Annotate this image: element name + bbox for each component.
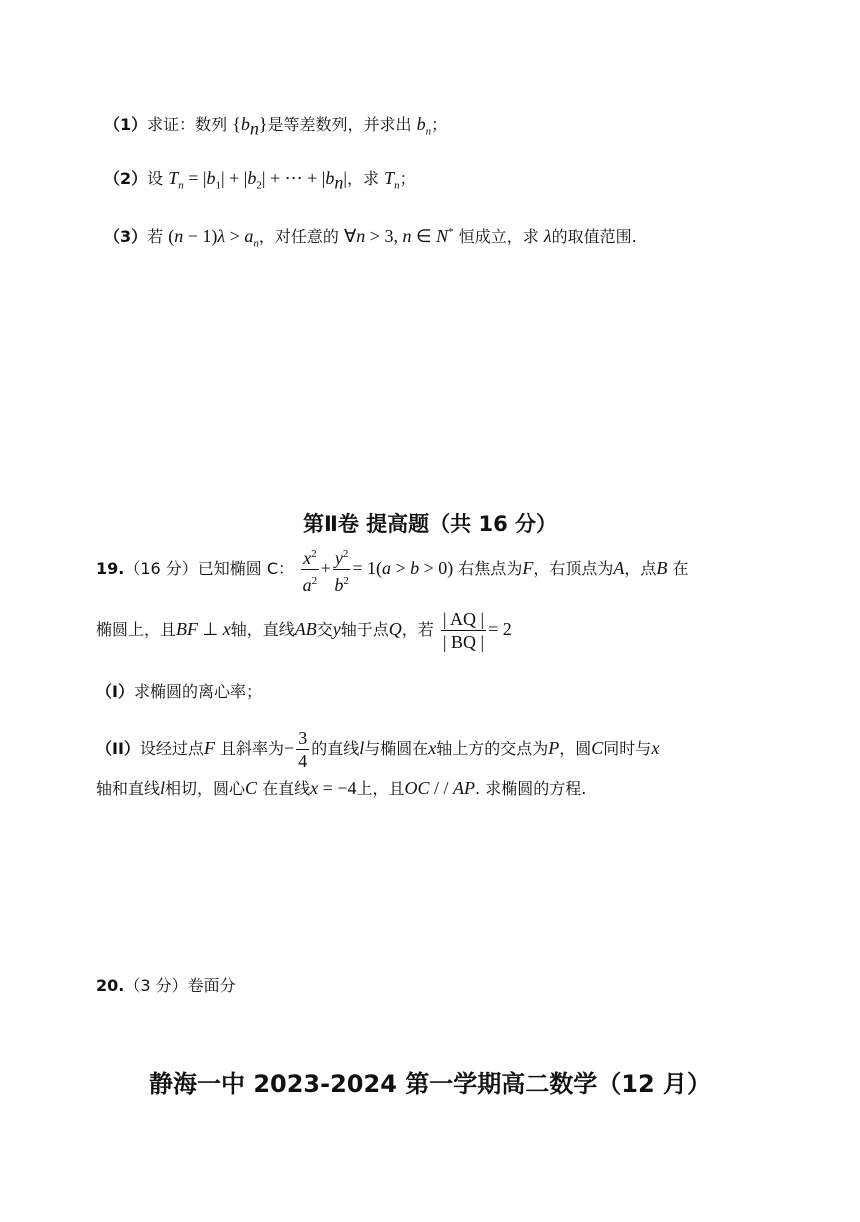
q18-part3-text3: 恒成立，求	[458, 227, 539, 246]
math-oc-ap: OC / / AP	[404, 778, 476, 798]
q19-line2: 椭圆上，且BF ⊥ x轴，直线AB交y轴于点Q，若 $\frac{| AQ |}{| BQ |}$ = 2	[96, 609, 512, 652]
q19-text-on: 在	[672, 559, 689, 578]
q18-part3-text1: 若	[147, 227, 164, 246]
footer-title: 静海一中 2023-2024 第一学期高二数学（12 月）	[148, 1070, 712, 1098]
q19-line5-text2: 相切，圆心	[165, 779, 246, 798]
q18-part3-text4: 的取值范围.	[551, 227, 637, 246]
q18-part1-label: （1）	[104, 115, 148, 134]
q18-part2-text2: ，求	[347, 169, 380, 188]
q19-partI-text: 求椭圆的离心率；	[133, 682, 262, 701]
math-lambda: λ	[543, 226, 552, 246]
q19-partI-label: （I）	[96, 682, 134, 701]
ratio-value: = 2	[488, 619, 512, 639]
section2-title: 第Ⅱ卷 提高题（共 16 分）	[303, 512, 557, 536]
q18-part3	[104, 220, 637, 256]
math-ellipse-cond: = 1(a > b > 0)	[352, 558, 454, 578]
q19-line5-text4: 上，且	[356, 779, 405, 798]
math-forall: ∀n > 3, n ∈ N*	[343, 226, 454, 246]
ratio-denominator: | BQ |	[442, 632, 485, 652]
q19-intro: 已知椭圆 C：	[197, 559, 295, 578]
math-set-bn: $\{b_n\}$	[232, 114, 268, 139]
q18-part2-text3: ；	[399, 169, 416, 188]
q19-partII-text3: 的直线	[311, 739, 360, 758]
q19-score: （16 分）	[124, 559, 198, 578]
q19-line5-text5: . 求椭圆的方程.	[475, 779, 587, 798]
q19-line2-text3: 交	[316, 620, 333, 639]
q18-part1	[104, 112, 447, 144]
slope-numerator: 3	[298, 728, 308, 748]
q18-part1-text2: 是等差数列，并求出	[267, 115, 412, 134]
frac-x2-a2: $\frac{x^2}{a^2}$	[301, 543, 319, 596]
q19-partII-text1: 设经过点	[139, 739, 204, 758]
q19-partII-text4: 与椭圆在	[364, 739, 429, 758]
q18-part2	[104, 166, 416, 198]
q18-part2-text1: 设	[147, 169, 164, 188]
q20-number: 20.	[96, 976, 125, 995]
frac-aq-bq	[441, 608, 486, 653]
math-x-eq: x = −4	[310, 778, 357, 798]
q18-part3-text2: ，对任意的	[258, 227, 339, 246]
q19-partII-text7: 同时与	[603, 739, 652, 758]
q19-partII-text5: 轴上方的交点为	[436, 739, 549, 758]
q19-line2-text1: 椭圆上，且	[96, 620, 177, 639]
q19-line2-text4: 轴于点	[340, 620, 389, 639]
q20	[96, 974, 236, 998]
q19-partII-text6: ，圆	[559, 739, 592, 758]
math-tn: $T_n$	[384, 168, 400, 192]
q19-line2-text5: ，若	[401, 620, 434, 639]
q19-partII: （II）设经过点F 且斜率为− $\frac{3}{4}$ 的直线l与椭圆在x轴上方的交点为P，圆C同时与x	[96, 728, 660, 771]
frac-y2-b2: $\frac{y^2}{b^2}$	[333, 543, 351, 596]
q18-part3-label: （3）	[104, 227, 148, 246]
q18-part1-text3: ；	[431, 115, 448, 134]
q19-partII-text2: 且斜率为	[220, 739, 285, 758]
q19-text-vertex: ，右顶点为	[533, 559, 614, 578]
q19-line1: 19.（16 分）已知椭圆 C： $\frac{x^2}{a^2}$ + $\frac{y^2}{b^2}$ = 1(a > b > 0) 右焦点为F，右顶点为A，点B 在	[96, 543, 689, 596]
math-bf-perp: BF ⊥ x	[176, 619, 231, 639]
q19-partII-label: （II）	[96, 739, 140, 758]
q18-part1-text1: 求证：数列	[147, 115, 228, 134]
q19-line5-text1: 轴和直线	[96, 779, 161, 798]
q20-text: 卷面分	[187, 976, 236, 995]
frac-slope	[296, 727, 309, 772]
math-bn: $b_n$	[416, 114, 432, 138]
ratio-numerator: | AQ |	[442, 609, 485, 629]
q20-score: （3 分）	[124, 976, 188, 995]
q19-number: 19.	[96, 559, 125, 578]
q19-line5: 轴和直线l相切，圆心C 在直线x = −4上，且OC / / AP. 求椭圆的方程.	[96, 778, 587, 798]
q19-line5-text3: 在直线	[262, 779, 311, 798]
q19-text-point: ，点	[624, 559, 657, 578]
math-tn-sum: $T_n = |b_1| + |b_2|$ + ⋯ + $|b_n|$	[168, 168, 348, 193]
q18-part2-label: （2）	[104, 169, 148, 188]
q19-line2-text2: 轴，直线	[230, 620, 295, 639]
q19-text-focus: 右焦点为	[458, 559, 523, 578]
slope-denominator: 4	[298, 751, 308, 771]
math-inequality: $(n - 1)\lambda > a_n$	[168, 226, 259, 250]
q19-partI	[96, 680, 262, 704]
